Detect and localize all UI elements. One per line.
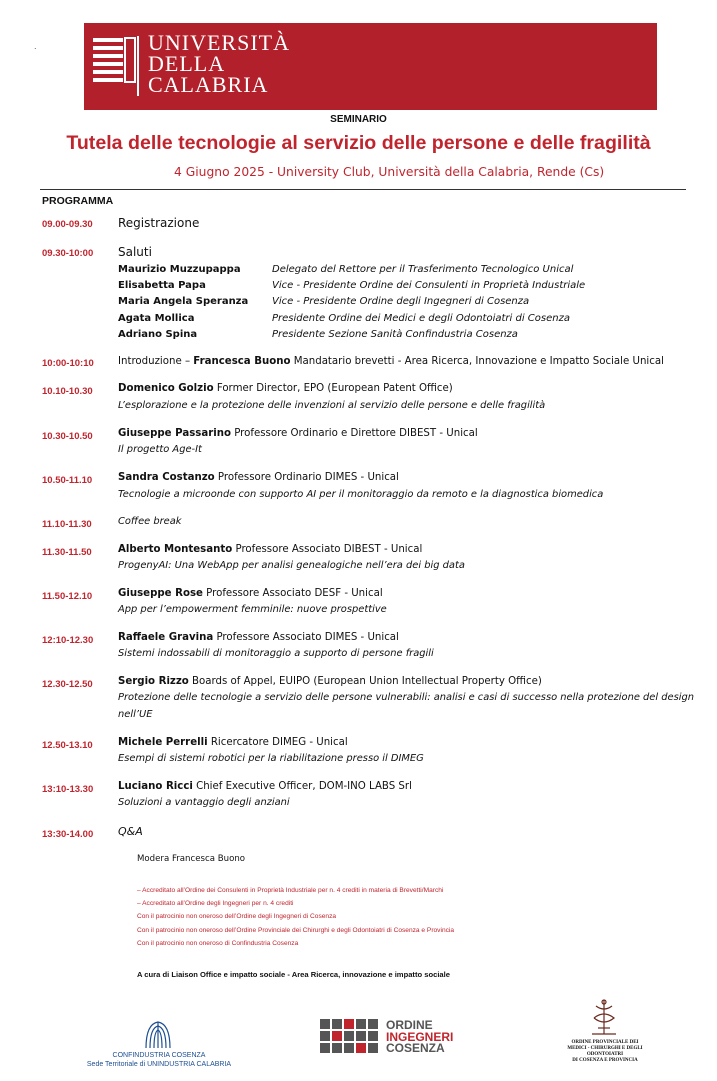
greeting-name: Elisabetta Papa (118, 280, 206, 291)
seminar-title: Tutela delle tecnologie al servizio delle persone e delle fragilità (66, 132, 651, 154)
greeting-role: Vice - Presidente Ordine degli Ingegneri di Cosenza (272, 296, 530, 307)
program-time: 10:00-10:10 (42, 358, 94, 369)
program-time: 12.50-13.10 (42, 740, 93, 751)
greeting-name: Adriano Spina (118, 329, 198, 340)
talk-title: Protezione delle tecnologie a servizio delle persone vulnerabili: analisi e casi di successo nella protezione del design nell’UE (118, 692, 695, 720)
greeting-role: Vice - Presidente Ordine dei Consulenti in Proprietà Industriale (272, 280, 586, 291)
speaker-affiliation: Professore Ordinario e Direttore DIBEST - Unical (230, 428, 478, 439)
university-name-line-3: CALABRIA (148, 72, 269, 97)
speaker-affiliation: Former Director, EPO (European Patent Office) (213, 383, 453, 394)
accreditation-note: – Accreditato all’Ordine degli Ingegneri per n. 4 crediti (137, 900, 294, 907)
speaker-name: Michele Perrelli (118, 737, 208, 748)
talk-title: Soluzioni a vantaggio degli anziani (118, 797, 290, 808)
confindustria-name: CONFINDUSTRIA COSENZA (112, 1052, 206, 1059)
speaker-name: Raffaele Gravina (118, 632, 214, 643)
program-time: 13:10-13.30 (42, 784, 94, 795)
speaker-affiliation: Professore Associato DIBEST - Unical (232, 544, 423, 555)
medici-line-3: DI COSENZA E PROVINCIA (572, 1058, 638, 1063)
confindustria-logo-text (84, 1051, 234, 1069)
program-prefix: Introduzione – (118, 356, 194, 367)
seminar-label: SEMINARIO (330, 114, 387, 125)
ordine-medici-logo-text (550, 1040, 660, 1064)
program-time: 13:30-14.00 (42, 829, 94, 840)
speaker-affiliation: Professore Ordinario DIMES - Unical (214, 472, 399, 483)
program-time: 11.30-11.50 (42, 547, 92, 558)
program-time: 10.30-10.50 (42, 431, 93, 442)
program-time: 12.30-12.50 (42, 679, 93, 690)
greeting-role: Delegato del Rettore per il Trasferimento Tecnologico Unical (272, 264, 574, 275)
speaker-name: Alberto Montesanto (118, 544, 233, 555)
speaker-affiliation: Chief Executive Officer, DOM-INO LABS Srl (192, 781, 412, 792)
ordine-medici-seal-icon (586, 998, 622, 1036)
program-time: 11.50-12.10 (42, 591, 93, 602)
confindustria-logo-icon (138, 1020, 178, 1050)
greeting-name: Maurizio Muzzupappa (118, 264, 241, 275)
ingegneri-line-2: INGEGNERI (386, 1029, 454, 1044)
speaker-affiliation: Professore Associato DESF - Unical (202, 588, 383, 599)
university-logo-icon (93, 36, 139, 96)
ingegneri-line-1: ORDINE (386, 1018, 433, 1032)
speaker-affiliation: Mandatario brevetti - Area Ricerca, Innovazione e Impatto Sociale Unical (290, 356, 664, 367)
ingegneri-line-3: COSENZA (386, 1041, 445, 1055)
university-name-line-2: DELLA (148, 51, 226, 76)
patronage-note: Con il patrocinio non oneroso dell’Ordine Provinciale dei Chirurghi e degli Odontoiatri di Cosenza e Provincia (137, 927, 455, 934)
accreditation-note: – Accreditato all’Ordine dei Consulenti in Proprietà Industriale per n. 4 crediti in materia di Brevetti/Marchi (137, 887, 444, 894)
confindustria-subtitle: Sede Territoriale di UNINDUSTRIA CALABRIA (86, 1061, 232, 1068)
medici-line-2: MEDICI - CHIRURGHI E DEGLI ODONTOIATRI (567, 1046, 643, 1057)
university-name-line-1: UNIVERSITÀ (148, 30, 290, 55)
talk-title: Il progetto Age-It (118, 444, 202, 455)
greeting-role: Presidente Ordine dei Medici e degli Odontoiatri di Cosenza (272, 313, 570, 324)
speaker-affiliation: Boards of Appel, EUIPO (European Union Intellectual Property Office) (188, 676, 542, 687)
speaker-name: Domenico Golzio (118, 383, 214, 394)
university-name (148, 32, 290, 95)
program-entry (118, 472, 399, 483)
speaker-name: Sergio Rizzo (118, 676, 189, 687)
talk-title: Tecnologie a microonde con supporto AI per il monitoraggio da remoto e la diagnostica biomedica (118, 489, 604, 500)
speaker-name: Francesca Buono (193, 356, 291, 367)
seminar-date-place: 4 Giugno 2025 - University Club, Università della Calabria, Rende (Cs) (174, 165, 605, 179)
greeting-name: Agata Mollica (118, 313, 195, 324)
program-time: 09.30-10:00 (42, 248, 94, 259)
program-entry (118, 781, 412, 792)
program-time: 10.10-10.30 (42, 386, 93, 397)
patronage-note: Con il patrocinio non oneroso dell’Ordine degli Ingegneri di Cosenza (137, 913, 337, 920)
program-time: 11.10-11.30 (42, 519, 92, 530)
program-time: 10.50-11.10 (42, 475, 93, 486)
program-entry (118, 632, 399, 643)
greeting-name: Maria Angela Speranza (118, 296, 249, 307)
program-entry (118, 356, 664, 367)
program-entry (118, 737, 348, 748)
ordine-ingegneri-logo-icon (320, 1019, 380, 1055)
program-title: Q&A (118, 825, 143, 838)
program-title: Registrazione (118, 216, 200, 230)
program-entry (118, 428, 478, 439)
program-entry (118, 383, 453, 394)
talk-title: ProgenyAI: Una WebApp per analisi genealogiche nell’era dei big data (118, 560, 465, 571)
speaker-name: Luciano Ricci (118, 781, 193, 792)
ordine-ingegneri-logo-text (386, 1020, 453, 1055)
program-time: 12:10-12.30 (42, 635, 94, 646)
talk-title: App per l’empowerment femminile: nuove prospettive (118, 604, 387, 615)
talk-title: Sistemi indossabili di monitoraggio a supporto di persone fragili (118, 648, 434, 659)
curated-by: A cura di Liaison Office e impatto sociale - Area Ricerca, innovazione e impatto sociale (137, 970, 450, 979)
program-heading: PROGRAMMA (42, 195, 114, 207)
moderator: Modera Francesca Buono (137, 854, 246, 864)
program-entry (118, 544, 422, 555)
stray-dot: . (34, 42, 37, 51)
medici-line-1: ORDINE PROVINCIALE DEI (571, 1040, 639, 1045)
program-time: 09.00-09.30 (42, 219, 93, 230)
patronage-note: Con il patrocinio non oneroso di Confindustria Cosenza (137, 940, 299, 947)
program-title: Coffee break (118, 516, 182, 527)
speaker-name: Giuseppe Rose (118, 588, 203, 599)
speaker-affiliation: Professore Associato DIMES - Unical (213, 632, 399, 643)
program-entry (118, 588, 383, 599)
speaker-affiliation: Ricercatore DIMEG - Unical (207, 737, 348, 748)
speaker-name: Sandra Costanzo (118, 472, 215, 483)
program-title: Saluti (118, 245, 152, 259)
greeting-role: Presidente Sezione Sanità Confindustria Cosenza (272, 329, 518, 340)
divider (40, 189, 686, 190)
talk-title: L’esplorazione e la protezione delle invenzioni al servizio delle persone e delle fragilità (118, 400, 546, 411)
talk-title: Esempi di sistemi robotici per la riabilitazione presso il DIMEG (118, 753, 424, 764)
speaker-name: Giuseppe Passarino (118, 428, 231, 439)
program-entry (118, 676, 542, 687)
